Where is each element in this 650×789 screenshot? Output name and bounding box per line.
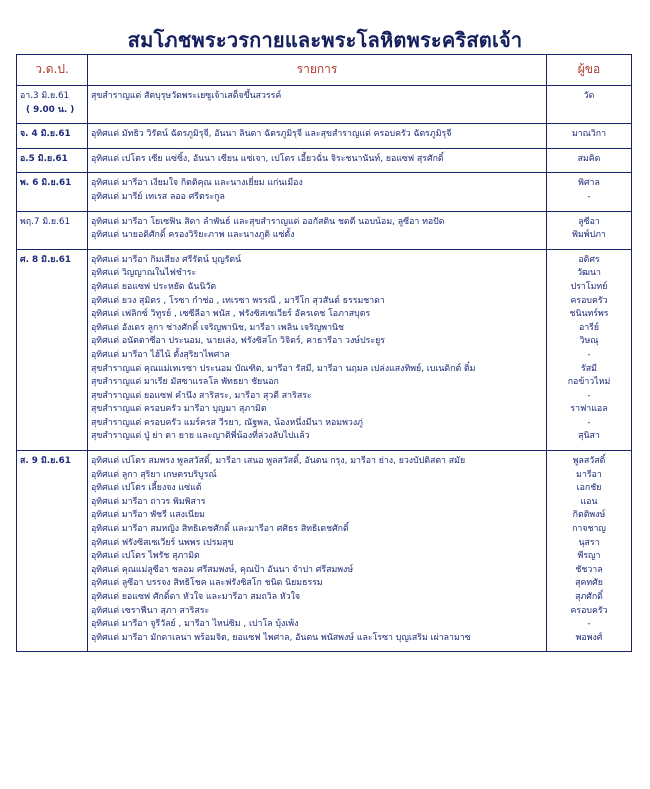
- date-cell: [17, 173, 88, 211]
- intention-line: สุขสำราญแด่ คุณแม่เทเรซา ประนอม บัณฑิต, มารีอา รัสมี, มารีอา นฤมล เปล่งแสงทิพย์, เบเนดิกต์ ติ๋ม: [91, 363, 476, 374]
- requester-name: ปราโมทย์: [570, 281, 608, 292]
- date-cell: [17, 249, 88, 450]
- requester-cell: [547, 173, 632, 211]
- date-label: ศ. 8 มิ.ย.61: [20, 254, 72, 265]
- date-label: พฤ.7 มิ.ย.61: [20, 216, 71, 227]
- requester-name: วัด: [583, 91, 595, 101]
- intention-line: อุทิศแด่ คุณแม่ลูซีอา ชลอม ศรีสมพงษ์, คุณป้า อันนา จำปา ศรีสมพงษ์: [91, 564, 354, 575]
- intention-line: สุขสำราญแด่ สัตบุรุษวัดพระเยซูเจ้าเสด็จขึ้นสวรรค์: [91, 91, 282, 101]
- header-items: รายการ: [88, 55, 547, 86]
- intention-line: สุขสำราญแด่ ปู่ ย่า ตา ยาย และญาติพี่น้องที่ล่วงลับไปแล้ว: [91, 431, 310, 442]
- requester-name: กิตติพงษ์: [572, 510, 606, 521]
- intention-line: อุทิศแด่ เปโตร เลี้ยงจง แซ่แต้: [91, 483, 202, 494]
- table-body: [17, 55, 632, 652]
- requester-name: ลูซีอา: [578, 216, 600, 227]
- requester-name: -: [587, 191, 591, 202]
- requester-name: มารีอา: [576, 469, 602, 480]
- requester-name: พิศาล: [578, 178, 600, 189]
- intention-line: อุทิศแด่ มารีอา เงียมใจ กิตติคุณ และนางเยี่ยม แก่นเมือง: [91, 178, 303, 189]
- requester-name: มาณวิกา: [571, 129, 607, 140]
- header-requester: ผู้ขอ: [547, 55, 632, 86]
- intention-line: อุทิศแด่ เปโตร สมพรง พูลสวัสดิ์, มารีอา เสนอ พูลสวัสดิ์, อันตน กรุง, มารีอา ย่าง, ยวงบัปติสตา สมัย: [91, 456, 466, 467]
- requester-name: ชัชวาล: [575, 564, 603, 575]
- intention-line: อุทิศแด่ มัทธิว วิรัตน์ ฉัตรภูมิรุจี, อันนา ลินดา ฉัตรภูมิรุจี และสุขสำราญแด่ ครอบครัว ฉัตรภูมิรุจี: [91, 129, 452, 140]
- intention-line: อุทิศแด่ อนัตตาซีอา ประนอม, นายเล่ง, ฟรังซิสโก วิจิตร์, คาธารีอา วงษ์ประยูร: [91, 336, 385, 347]
- intention-line: อุทิศแด่ มารีอา มักดาเลนา พร้อมจิต, ยอแซฟ ไพศาล, อันตน พนัสพงษ์ และโรซา บุญเสริม เผ่าลามาซ: [91, 632, 471, 643]
- items-cell: [88, 173, 547, 211]
- intention-line: อุทิศแด่ มารีอา พัชรี แสงเนียม: [91, 510, 205, 521]
- requester-name: พิมพ์ปภา: [572, 230, 606, 241]
- requester-name: -: [587, 417, 591, 428]
- intention-line: อุทิศแด่ มารีอา จูรีวัลย์ , มารีอา ไหน่ซิม , เปาโล บุ้งเพ้ง: [91, 619, 299, 630]
- requester-name: อารีย์: [578, 322, 600, 333]
- table-row: [17, 86, 632, 124]
- requester-name: นุสรา: [578, 537, 600, 548]
- intention-line: อุทิศแด่ นายอดิศักดิ์ ครองวิริยะภาพ และนางภูติ แซ่ตั้ง: [91, 230, 295, 241]
- date-label: อ.5 มิ.ย.61: [20, 153, 68, 164]
- requester-name: สุนิสา: [578, 431, 600, 442]
- requester-name: พีรญา: [577, 551, 601, 562]
- requester-name: ชนินทร์พร: [569, 309, 609, 320]
- intention-line: อุทิศแด่ เซราฟีนา สุภา สาริสระ: [91, 605, 210, 616]
- requester-name: -: [587, 349, 591, 360]
- requester-name: วัฒนา: [577, 268, 601, 279]
- table-row: [17, 211, 632, 249]
- intention-line: อุทิศแด่ ยอแซฟ ประหยัด ฉันนิวัต: [91, 281, 217, 292]
- requester-name: พูลสวัสดิ์: [572, 456, 606, 467]
- intention-line: อุทิศแด่ เฟลิกซ์ วิทูรย์ , เซซีลีอา พนัส , ฟรังซิสเซเวียร์ อัครเดช โอภาสบุตร: [91, 309, 371, 320]
- intention-line: อุทิศแด่ ลูซีอา บรรจง สิทธิโชค และฟรังซิสโก ชนิด นิยมธรรม: [91, 578, 323, 589]
- items-cell: [88, 451, 547, 652]
- mass-intentions-table: [16, 54, 632, 652]
- items-cell: [88, 148, 547, 173]
- requester-name: ครอบครัว: [570, 295, 608, 306]
- items-cell: [88, 211, 547, 249]
- requester-cell: [547, 211, 632, 249]
- date-label: จ. 4 มิ.ย.61: [20, 129, 71, 140]
- time-label: ( 9.00 น. ): [26, 104, 75, 115]
- requester-name: กาจชาญ: [572, 524, 606, 535]
- intention-line: อุทิศแด่ ยอแซฟ ศักดิ์ดา หัวใจ และมารีอา สมถวิล หัวใจ: [91, 592, 301, 602]
- header-date: ว.ด.ป.: [17, 55, 88, 86]
- table-row: [17, 173, 632, 211]
- requester-name: วิษณุ: [579, 336, 599, 347]
- requester-name: สุภศักดิ์: [575, 592, 603, 602]
- items-cell: [88, 249, 547, 450]
- date-cell: [17, 451, 88, 652]
- intention-line: อุทิศแด่ ฟรังซิสเซเวียร์ นพพร เปรมสุข: [91, 537, 234, 548]
- intention-line: อุทิศแด่ มารีย์ เทเรส ลออ ศรีตระกูล: [91, 191, 225, 202]
- header-row: [17, 55, 632, 86]
- intention-line: อุทิศแด่ มารีอา ถาวร พิมพิสาร: [91, 496, 206, 507]
- intention-line: สุขสำราญแด่ ครอบครัว มารีอา บุญมา สุภามิต: [91, 404, 267, 415]
- requester-name: -: [587, 619, 591, 630]
- intention-line: อุทิศแด่ ลูกา สุริยา เกษตรบริบูรณ์: [91, 469, 217, 480]
- intention-line: อุทิศแด่ อังเดร ลูกา ช่างศักดิ์ เจริญพานิช, มารีอา เพลิน เจริญพานิช: [91, 322, 345, 333]
- items-cell: [88, 86, 547, 124]
- requester-name: พอพงศ์: [575, 632, 603, 643]
- requester-cell: [547, 451, 632, 652]
- date-label: ส. 9 มิ.ย.61: [20, 456, 71, 467]
- intention-line: อุทิศแด่ เปโตร ไพรัช สุภามิต: [91, 551, 200, 562]
- date-cell: [17, 148, 88, 173]
- intention-line: สุขสำราญแด่ มาเรีย มัสซาแรลโล พัทธยา ชัยนอก: [91, 377, 279, 388]
- requester-name: ครอบครัว: [570, 605, 608, 616]
- table-row: [17, 249, 632, 450]
- items-cell: [88, 124, 547, 149]
- intention-line: อุทิศแด่ มารีอา โยเซฟิน สิดา ลำพันธ์ และสุขสำราญแด่ ออกัสติน ชดตี นอบน้อม, ลูซีอา ทอปัด: [91, 216, 445, 227]
- requester-name: แอน: [580, 496, 598, 507]
- requester-name: สมคิด: [577, 153, 601, 164]
- intention-line: อุทิศแด่ มารีอา สมหญิง สิทธิเดชศักดิ์ และมารีอา ศศิธร สิทธิเดชศักดิ์: [91, 524, 349, 535]
- requester-name: อดิศร: [578, 254, 600, 265]
- intention-line: อุทิศแด่ เปโตร เซีย แซ่ซิ้ง, อันนา เซียน แซ่เจา, เปโตร เอี้ยวฉั่น จิระชนานันท์, ยอแซฟ สุรศักดิ์: [91, 153, 444, 164]
- date-cell: [17, 86, 88, 124]
- requester-name: -: [587, 390, 591, 401]
- date-label: พ. 6 มิ.ย.61: [20, 178, 72, 189]
- requester-name: รัสมี: [581, 363, 597, 374]
- requester-cell: [547, 124, 632, 149]
- intention-line: อุทิศแด่ มารีอา กิมเสียง ศรีรัตน์ บุญรัตน์: [91, 254, 242, 265]
- table-row: [17, 451, 632, 652]
- requester-cell: [547, 86, 632, 124]
- requester-name: เอกชัย: [576, 483, 602, 494]
- intention-line: อุทิศแด่ ยวง สุมิตร , โรซา กำช่อ , เทเรซา พรรณี , มารีโก สุวสันต์ ธรรมชาดา: [91, 295, 385, 306]
- page-title: สมโภชพระวรกายและพระโลหิตพระคริสตเจ้า: [127, 28, 523, 52]
- requester-cell: [547, 148, 632, 173]
- requester-cell: [547, 249, 632, 450]
- requester-name: สุคทศัย: [575, 578, 603, 589]
- table-row: [17, 148, 632, 173]
- intention-line: อุทิศแด่ มารีอา ไฮ้ไน้ ตั้งสุริยาไพศาล: [91, 349, 230, 360]
- intention-line: สุขสำราญแด่ ครอบครัว แมร์ครส วีรยา, ณัฐพล, น้องหนึ่งมีนา หอมพวงภู่: [91, 417, 363, 428]
- requester-name: กอข้าวไหม่: [567, 377, 611, 388]
- date-cell: [17, 211, 88, 249]
- intention-line: อุทิศแด่ วิญญาณในไฟชำระ: [91, 268, 197, 279]
- date-label: อา.3 มิ.ย.61: [20, 91, 70, 101]
- requester-name: ราฟาแอล: [570, 404, 608, 415]
- date-cell: [17, 124, 88, 149]
- table-row: [17, 124, 632, 149]
- intention-line: สุขสำราญแด่ ยอแซฟ คำนึง สาริสระ, มารีอา สุวดี สาริสระ: [91, 390, 312, 401]
